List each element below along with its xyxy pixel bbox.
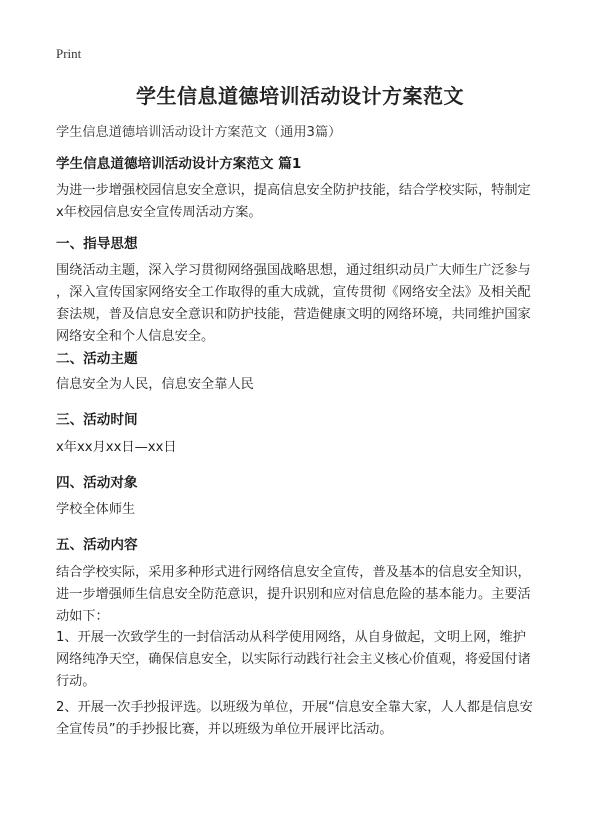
content-item-1 [56, 627, 561, 693]
paragraph-line: 结合学校实际，采用多种形式进行网络信息安全宣传，普及基本的信息安全知识， [56, 565, 531, 580]
paragraph-line: 2、开展一次手抄报评选。以班级为单位，开展“信息安全靠大家，人人都是信息安 [56, 700, 533, 715]
paragraph-line: 行动。 [56, 674, 96, 689]
target-paragraph [56, 499, 561, 521]
paragraph-line: 网络纯净天空，确保信息安全，以实际行动践行社会主义核心价值观，将爱国付诸 [56, 652, 531, 667]
guiding-paragraph [56, 260, 561, 348]
print-label[interactable]: Print [56, 46, 82, 61]
content-intro-paragraph [56, 562, 561, 628]
paragraph-line: 围绕活动主题，深入学习贯彻网络强国战略思想，通过组织动员广大师生广泛参与 [56, 263, 531, 278]
intro-paragraph [56, 180, 561, 224]
paragraph-line: 1、开展一次致学生的一封信活动从科学使用网络，从自身做起，文明上网，维护 [56, 630, 526, 645]
content-item-2 [56, 697, 561, 741]
paragraph-line: 套法规，普及信息安全意识和防护技能，营造健康文明的网络环境，共同维护国家 [56, 307, 531, 322]
section-title-target: 四、活动对象 [56, 475, 138, 491]
section-title-content: 五、活动内容 [56, 537, 138, 553]
paragraph-line: 动如下： [56, 609, 109, 624]
paragraph-line: 全宣传员”的手抄报比赛，并以班级为单位开展评比活动。 [56, 722, 393, 737]
paragraph-line: x年校园信息安全宣传周活动方案。 [56, 205, 262, 220]
section-title-theme: 二、活动主题 [56, 351, 138, 367]
section-title-guiding: 一、指导思想 [56, 236, 138, 252]
section-title-time: 三、活动时间 [56, 412, 138, 428]
document-title: 学生信息道德培训活动设计方案范文 [136, 84, 464, 108]
paragraph-line: 学校全体师生 [56, 502, 136, 517]
paragraph-line: x年xx月xx日—xx日 [56, 440, 177, 455]
article-heading: 学生信息道德培训活动设计方案范文 篇1 [56, 156, 302, 172]
paragraph-line: 网络安全和个人信息安全。 [56, 329, 215, 344]
time-paragraph [56, 437, 561, 459]
paragraph-line: 进一步增强师生信息安全防范意识，提升识别和应对信息危险的基本能力。主要活 [56, 587, 531, 602]
theme-paragraph [56, 374, 561, 396]
paragraph-line: 信息安全为人民，信息安全靠人民 [56, 377, 254, 392]
paragraph-line: ，深入宣传国家网络安全工作取得的重大成就，宣传贯彻《网络安全法》及相关配 [56, 285, 531, 300]
paragraph-line: 为进一步增强校园信息安全意识，提高信息安全防护技能，结合学校实际，特制定 [56, 183, 531, 198]
document-subtitle: 学生信息道德培训活动设计方案范文（通用3篇） [56, 125, 342, 140]
